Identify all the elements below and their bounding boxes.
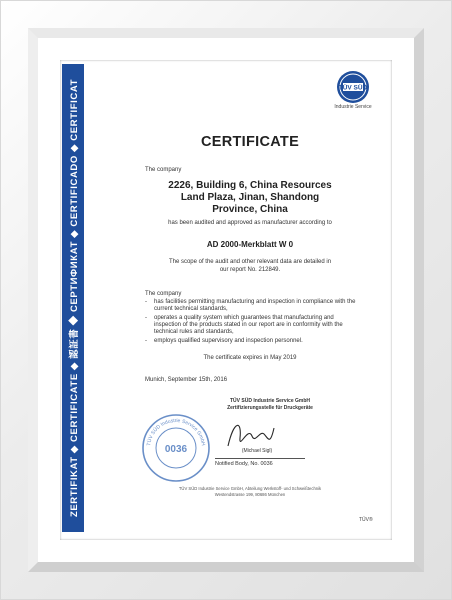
list-item: - has facilities permitting manufacturing and inspection in compliance with the current technical standards, [145,299,356,313]
footer-line: TÜV SÜD Industrie Service GmbH, Abteilung Werkstoff- und Schweißtechnik [178,486,322,491]
address-line: Land Plaza, Jinan, Shandong [180,192,320,203]
standard-name: AD 2000-Merkblatt W 0 [206,240,294,249]
signer-name: (Michael Sigl) [241,448,273,454]
expiry-text: The certificate expires in May 2019 [203,355,297,361]
issuer-block [210,398,330,411]
footer-address [130,486,370,497]
svg-text:0036: 0036 [164,444,188,455]
round-stamp-icon [140,412,212,484]
address-line: Province, China [212,204,288,215]
list-item: - operates a quality system which guarantees that manufacturing and inspection of the products stated in our report are in conformity with the technical rules and standards, [145,314,343,336]
scope-line: our report No. 212849. [219,266,281,273]
notified-body: Notified Body, No. 0036 [215,458,305,467]
side-band-text: ZERTIFIKAT ◆ CERTIFICATE ◆ 認証書 ◆ СЕРТИФИКАТ ◆ CERTIFICADO ◆ CERTIFICAT [69,78,80,518]
tuv-logo-icon [336,70,370,104]
requirements-list [145,299,357,347]
scope-line: The scope of the audit and other relevant data are detailed in [168,259,332,265]
company-intro: The company [145,167,182,173]
address-line: 2226, Building 6, China Resources [168,180,332,191]
company-address [150,180,350,216]
issuer-department: Zertifizierungsstelle für Druckgeräte [227,404,313,411]
audited-statement: has been audited and approved as manufacturer according to [168,220,332,226]
company-intro-2: The company [145,291,182,297]
footer-line: Westendstrasse 199, 80686 München [214,491,286,497]
svg-text:TÜV SÜD: TÜV SÜD [338,84,368,92]
logo-caption: Industrie Service [334,104,372,110]
scope-text [143,259,357,274]
certificate-title: CERTIFICATE [200,134,300,150]
list-item: - employs qualified supervisory and inspection personnel. [145,338,303,345]
svg-text:TÜV SÜD Industrie Service GmbH: TÜV SÜD Industrie Service GmbH [146,417,206,447]
issuer-name: TÜV SÜD Industrie Service GmbH [229,398,311,404]
corner-mark: TÜV® [359,517,373,523]
issue-date: Munich, September 15th, 2016 [145,377,228,383]
